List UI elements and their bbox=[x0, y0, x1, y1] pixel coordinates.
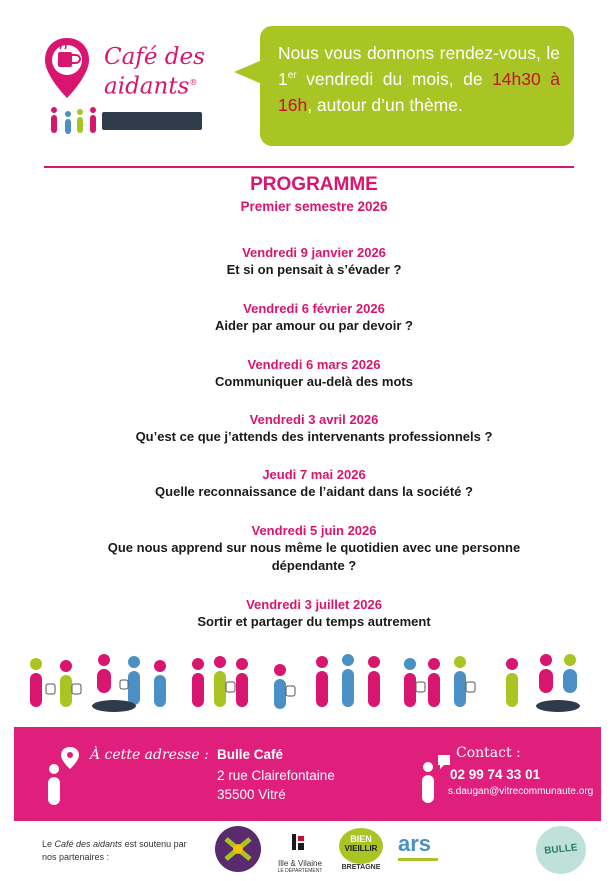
callout-hours: 14h30 à 16h bbox=[278, 69, 560, 115]
partner-logo-ars: ars bbox=[398, 832, 438, 861]
logo-title-line1: Café des bbox=[104, 44, 205, 70]
event-topic: Communiquer au-delà des mots bbox=[215, 374, 413, 389]
partner-logo-bulle: BULLE bbox=[536, 826, 586, 874]
registered-mark: ® bbox=[189, 78, 198, 87]
people-illustration bbox=[22, 650, 592, 720]
logo-title-line2: aidants bbox=[104, 73, 190, 100]
event-date: Vendredi 6 mars 2026 bbox=[247, 357, 381, 372]
logo-bar bbox=[102, 112, 202, 130]
venue-street: 2 rue Clairefontaine bbox=[217, 768, 335, 783]
map-pin-cup-icon bbox=[42, 36, 92, 106]
callout-tail bbox=[234, 60, 262, 84]
bien-vieillir-badge: BIEN VIEILLIR bbox=[339, 828, 383, 864]
contact-phone[interactable]: 02 99 74 33 01 bbox=[450, 767, 541, 782]
event-item bbox=[0, 411, 615, 446]
event-date: Vendredi 9 janvier 2026 bbox=[242, 245, 386, 260]
event-item bbox=[0, 300, 615, 335]
venue-city: 35500 Vitré bbox=[217, 787, 286, 802]
event-date: Vendredi 5 juin 2026 bbox=[251, 523, 377, 538]
event-date: Vendredi 3 juillet 2026 bbox=[246, 597, 382, 612]
programme-title: PROGRAMME bbox=[250, 174, 378, 195]
event-date: Jeudi 7 mai 2026 bbox=[262, 467, 366, 482]
event-topic: Aider par amour ou par devoir ? bbox=[215, 318, 413, 333]
cafe-des-aidants-logo bbox=[42, 36, 212, 136]
partner-logo-emblem bbox=[214, 825, 262, 878]
event-topic: Qu’est ce que j’attends des intervenants professionnels ? bbox=[135, 429, 493, 444]
event-date: Vendredi 6 février 2026 bbox=[243, 301, 385, 316]
logo-title bbox=[104, 44, 205, 100]
emblem-logo-icon bbox=[214, 825, 262, 873]
schedule-callout: Nous vous donnons rendez-vous, le 1er vendredi du mois, de 14h30 à 16h, autour d’un thème. bbox=[260, 26, 574, 146]
address-label: À cette adresse : bbox=[90, 747, 209, 763]
partners-intro: Le Café des aidants est soutenu par nos partenaires : bbox=[42, 839, 187, 862]
contact-email[interactable]: s.daugan@vitrecommunaute.org bbox=[448, 786, 594, 797]
programme-subtitle: Premier semestre 2026 bbox=[240, 199, 388, 214]
event-item bbox=[0, 522, 615, 575]
location-pin-icon bbox=[44, 747, 84, 807]
person-speaking-icon bbox=[418, 749, 452, 805]
header-divider bbox=[44, 166, 574, 168]
event-topic: Et si on pensait à s’évader ? bbox=[226, 262, 402, 277]
venue-name: Bulle Café bbox=[217, 747, 284, 762]
partner-logo-bien-vieillir: BIEN VIEILLIR BRETAGNE bbox=[336, 828, 386, 871]
ille-vilaine-logo-icon bbox=[272, 832, 328, 854]
event-topic: Que nous apprend sur nous même le quotidien avec une personne dépendante ? bbox=[107, 540, 521, 573]
event-topic: Sortir et partager du temps autrement bbox=[197, 614, 431, 629]
event-item bbox=[0, 356, 615, 391]
event-item bbox=[0, 596, 615, 631]
event-date: Vendredi 3 avril 2026 bbox=[249, 412, 379, 427]
contact-label: Contact : bbox=[456, 745, 521, 761]
event-topic: Quelle reconnaissance de l’aidant dans la société ? bbox=[155, 484, 473, 499]
people-icon bbox=[46, 106, 102, 136]
event-item bbox=[0, 466, 615, 501]
event-item bbox=[0, 244, 615, 279]
contact-band bbox=[14, 727, 601, 821]
partner-logo-ille-vilaine: Ille & Vilaine LE DÉPARTEMENT bbox=[272, 832, 328, 874]
